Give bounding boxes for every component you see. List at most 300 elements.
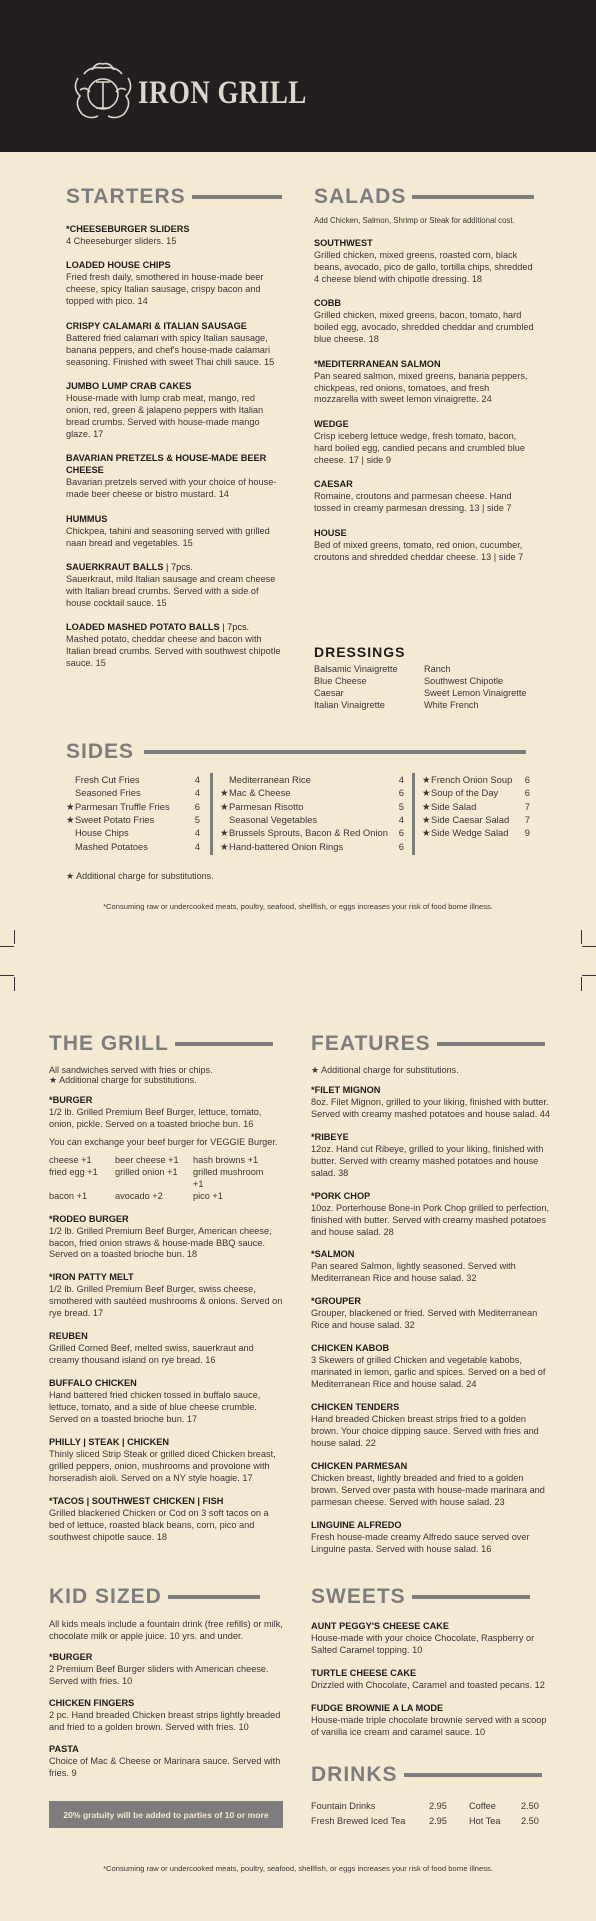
side-name: Mashed Potatoes — [75, 840, 148, 852]
side-price: 4 — [398, 774, 404, 785]
dressing-item: Balsamic Vinaigrette — [314, 664, 398, 674]
item-name-text: *CHEESEBURGER SLIDERS — [66, 224, 190, 234]
item-name-text: COBB — [314, 298, 342, 309]
menu-item — [311, 1132, 551, 1180]
side-name-wrap — [422, 813, 509, 826]
item-name — [311, 1296, 551, 1308]
side-name-wrap — [66, 773, 140, 786]
kid-heading — [49, 1585, 285, 1609]
item-name — [311, 1703, 551, 1715]
side-item — [66, 826, 200, 839]
section-title: THE GRILL — [49, 1032, 169, 1055]
item-desc: Battered fried calamari with spicy Italian sausage, banana peppers, and chef's house-made calamari seasoning. Finished with sweet Thai chili sauce. 15 — [66, 332, 275, 367]
drink-row — [311, 1799, 551, 1814]
item-name — [314, 479, 534, 491]
menu-item — [49, 1652, 285, 1688]
side-name-wrap — [66, 800, 170, 813]
sides-divider — [412, 773, 415, 855]
item-name-text: HOUSE — [314, 527, 347, 538]
salads-note: Add Chicken, Salmon, Shrimp or Steak for additional cost. — [314, 216, 515, 225]
crop-mark — [582, 975, 596, 976]
addon-item: bacon +1 — [49, 1190, 88, 1201]
drinks-list — [311, 1799, 551, 1828]
menu-item — [311, 1343, 551, 1391]
kid-note: All kids meals include a fountain drink (free refills) or milk, chocolate milk or apple juice. 10 yrs. and under. — [49, 1619, 283, 1641]
sides-heading — [66, 740, 534, 764]
side-name: Fresh Cut Fries — [75, 774, 140, 785]
gratuity-banner: 20% gratuity will be added to parties of 10 or more — [49, 1801, 283, 1828]
menu-item — [49, 1496, 285, 1544]
sweets-list — [311, 1621, 551, 1739]
item-name-text: PASTA — [49, 1743, 79, 1754]
sides-col-3 — [422, 773, 530, 840]
dressing-item: Blue Cheese — [314, 675, 367, 686]
side-price: 4 — [194, 827, 200, 839]
item-desc: Chicken breast, lightly breaded and fried to a golden brown. Served over pasta with house-made marinara and parmesan cheese. Served with house salad. 23 — [311, 1472, 545, 1507]
item-name — [66, 453, 282, 477]
item-name — [49, 1744, 285, 1756]
item-desc: House-made with your choice Chocolate, Raspberry or Salted Caramel topping. 10 — [311, 1632, 535, 1655]
item-desc: Grilled chicken, mixed greens, bacon, tomato, hard boiled egg, avocado, shredded cheddar and crumbled blue cheese. 18 — [314, 310, 534, 345]
dressings-col — [314, 664, 424, 712]
addon-item: fried egg +1 — [49, 1166, 98, 1177]
item-desc: Pan seared Salmon, lightly seasoned. Served with Mediterranean Rice and house salad. 32 — [311, 1261, 516, 1284]
food-disclaimer-bottom: *Consuming raw or undercooked meats, poultry, seafood, shellfish, or eggs increases your risk of food borne illness. — [103, 1864, 493, 1873]
salads-section — [314, 185, 534, 563]
features-heading — [311, 1032, 551, 1056]
item-desc: Grouper, blackened or fried. Served with Mediterranean Rice and house salad. 32 — [311, 1308, 538, 1331]
item-desc: Mashed potato, cheddar cheese and bacon with Italian bread crumbs. Served with southwest chipotle sauce. 15 — [66, 634, 281, 669]
item-desc: Romaine, croutons and parmesan cheese. Hand tossed in creamy parmesan dressing. 13 | side 7 — [314, 491, 512, 514]
section-title: DRINKS — [311, 1763, 398, 1786]
dressing-item: White French — [424, 699, 479, 710]
side-name-wrap — [220, 786, 291, 799]
menu-item — [66, 260, 282, 308]
addon-item: beer cheese +1 — [115, 1154, 179, 1165]
features-list — [311, 1085, 551, 1556]
star-icon: ★ — [220, 827, 229, 839]
item-name — [66, 562, 282, 574]
item-name-text: CHICKEN PARMESAN — [311, 1460, 408, 1471]
item-name — [49, 1496, 285, 1508]
item-name-text: WEDGE — [314, 418, 349, 429]
item-name-text: CHICKEN TENDERS — [311, 1402, 400, 1413]
side-name-wrap — [66, 813, 154, 826]
star-icon: ★ — [220, 787, 229, 799]
crop-mark — [581, 977, 582, 991]
item-desc: 1/2 lb. Grilled Premium Beef Burger, swiss cheese, smothered with sautéed mushrooms & onions. Served on rye bread. 17 — [49, 1284, 283, 1319]
item-name-text: LOADED HOUSE CHIPS — [66, 260, 171, 271]
item-name — [311, 1249, 551, 1261]
side-item — [422, 786, 530, 799]
item-name — [311, 1402, 551, 1414]
item-name-text: SAUERKRAUT BALLS — [66, 561, 164, 572]
features-section — [311, 1032, 551, 1556]
side-price: 4 — [398, 814, 404, 826]
menu-item — [66, 622, 282, 670]
side-name-wrap — [220, 773, 311, 786]
menu-item — [311, 1249, 551, 1285]
menu-item — [49, 1214, 285, 1262]
side-price: 7 — [524, 800, 530, 812]
burger-addons — [49, 1155, 285, 1203]
side-name: Side Caesar Salad — [431, 814, 510, 826]
item-name — [66, 321, 282, 333]
drink-price: 2.95 — [429, 1815, 447, 1826]
side-price: 6 — [398, 827, 404, 839]
star-icon: ★ — [422, 827, 431, 839]
addon-item: hash browns +1 — [193, 1154, 259, 1165]
drink-name: Fountain Drinks — [311, 1801, 376, 1811]
section-title: SWEETS — [311, 1585, 406, 1608]
menu-item — [66, 514, 282, 550]
side-name: Side Salad — [431, 800, 477, 812]
starters-list — [66, 224, 282, 670]
dressing-item: Ranch — [424, 664, 451, 674]
section-rule — [168, 1595, 260, 1599]
side-name-wrap — [422, 800, 476, 813]
item-desc: Fried fresh daily, smothered in house-made beer cheese, spicy Italian sausage, crispy bacon and topped with pico. 14 — [66, 272, 264, 307]
dressing-item: Southwest Chipotle — [424, 675, 504, 686]
dressings-col — [424, 664, 527, 712]
item-name — [66, 381, 282, 393]
item-desc: 4 Cheeseburger sliders. 15 — [66, 235, 177, 246]
item-name-text: *GROUPER — [311, 1296, 362, 1307]
dressing-item: Italian Vinaigrette — [314, 699, 385, 710]
addon-item: pico +1 — [193, 1190, 223, 1201]
item-name — [314, 359, 534, 371]
item-name: *BURGER — [49, 1095, 93, 1105]
item-desc: 2 Premium Beef Burger sliders with American cheese. Served with fries. 10 — [49, 1663, 269, 1686]
item-name-text: CHICKEN FINGERS — [49, 1697, 135, 1708]
side-item — [422, 826, 530, 839]
item-name-text: SOUTHWEST — [314, 238, 373, 248]
item-name — [66, 514, 282, 526]
sides-divider — [210, 773, 213, 855]
side-price: 5 — [398, 800, 404, 812]
side-name-wrap — [422, 773, 512, 786]
drink-row — [311, 1814, 551, 1829]
side-item — [66, 800, 200, 813]
side-name: Side Wedge Salad — [431, 827, 509, 839]
menu-item — [314, 298, 534, 346]
star-icon: ★ — [66, 814, 75, 826]
side-name-wrap — [66, 786, 141, 799]
item-name — [49, 1331, 285, 1343]
side-item — [66, 786, 200, 799]
section-title: SIDES — [66, 740, 135, 763]
star-icon: ★ — [422, 787, 431, 799]
item-desc: 12oz. Hand cut Ribeye, grilled to your liking, finished with butter. Served with creamy mashed potatoes and house salad. 38 — [311, 1143, 544, 1178]
item-name — [49, 1378, 285, 1390]
section-rule — [192, 195, 282, 199]
side-name: Mediterranean Rice — [229, 774, 311, 785]
addon-row — [49, 1167, 285, 1191]
item-name — [66, 224, 282, 236]
section-title: FEATURES — [311, 1032, 431, 1055]
drinks-heading — [311, 1763, 551, 1787]
features-note: ★ Additional charge for substitutions. — [311, 1065, 459, 1075]
side-name: Soup of the Day — [431, 787, 499, 799]
item-name — [49, 1272, 285, 1284]
sides-section — [66, 740, 534, 764]
item-name-text: *FILET MIGNON — [311, 1085, 381, 1095]
section-rule — [144, 750, 526, 754]
menu-item — [49, 1095, 285, 1131]
item-name — [66, 622, 282, 634]
menu-item — [49, 1331, 285, 1367]
item-name-text: JUMBO LUMP CRAB CAKES — [66, 381, 192, 392]
side-price: 6 — [524, 774, 530, 785]
item-name-text: *RIBEYE — [311, 1131, 349, 1142]
item-desc: 1/2 lb. Grilled Premium Beef Burger, lettuce, tomato, onion, pickle. Served on a toasted brioche bun. 16 — [49, 1106, 262, 1129]
side-price: 7 — [524, 814, 530, 826]
menu-item — [314, 419, 534, 467]
dressings-title: DRESSINGS — [314, 644, 406, 660]
item-name-text: HUMMUS — [66, 513, 108, 524]
item-desc: Grilled blackened Chicken or Cod on 3 soft tacos on a bed of lettuce, roasted black beans, corn, pico and southwest chipotle sauce. 18 — [49, 1507, 269, 1542]
item-desc: Fresh house-made creamy Alfredo sauce served over Linguine pasta. Served with house salad. 16 — [311, 1531, 530, 1554]
drink-name: Fresh Brewed Iced Tea — [311, 1815, 406, 1826]
item-desc: Choice of Mac & Cheese or Marinara sauce. Served with fries. 9 — [49, 1755, 281, 1778]
drink-price: 2.50 — [521, 1815, 539, 1826]
item-name-text: CHICKEN KABOB — [311, 1343, 390, 1354]
item-name-text: *BURGER — [49, 1651, 93, 1662]
food-disclaimer: *Consuming raw or undercooked meats, poultry, seafood, shellfish, or eggs increases your risk of food borne illness. — [103, 902, 493, 911]
side-name-wrap — [66, 826, 129, 839]
side-price: 6 — [524, 787, 530, 799]
item-name — [49, 1652, 285, 1664]
veggie-note: You can exchange your beef burger for VEGGIE Burger. — [49, 1136, 278, 1147]
item-name — [314, 238, 534, 250]
side-name-wrap — [220, 800, 304, 813]
item-desc: 10oz. Porterhouse Bone-in Pork Chop grilled to perfection, finished with butter. Served with creamy mashed potatoes and house salad. 28 — [311, 1202, 549, 1237]
menu-item — [311, 1520, 551, 1556]
menu-item — [311, 1703, 551, 1739]
brand-name: IRON GRILL — [138, 74, 307, 111]
side-item — [220, 826, 404, 839]
menu-item — [49, 1698, 285, 1734]
menu-item — [66, 321, 282, 369]
crop-mark — [14, 977, 15, 991]
item-name-text: *PORK CHOP — [311, 1190, 371, 1201]
item-portion: | 7pcs. — [163, 561, 193, 572]
menu-item — [311, 1296, 551, 1332]
item-desc: Crisp iceberg lettuce wedge, fresh tomato, bacon, hard boiled egg, candied pecans and crumbled blue cheese. 17 | side 9 — [314, 430, 525, 465]
menu-item — [314, 528, 534, 564]
side-item — [66, 813, 200, 826]
item-name-text: *SALMON — [311, 1249, 355, 1260]
side-price: 6 — [194, 800, 200, 812]
menu-item — [311, 1621, 551, 1657]
side-item — [422, 800, 530, 813]
grill-substitution-note: ★ Additional charge for substitutions. — [49, 1075, 197, 1085]
section-rule — [412, 195, 534, 199]
drink-name: Coffee — [469, 1801, 496, 1811]
addon-item: avocado +2 — [115, 1190, 163, 1201]
kid-section — [49, 1585, 285, 1779]
menu-item — [49, 1437, 285, 1485]
side-price: 6 — [398, 787, 404, 799]
star-icon: ★ — [422, 814, 431, 826]
salads-list — [314, 238, 534, 563]
menu-item — [311, 1402, 551, 1450]
side-name: Seasoned Fries — [75, 787, 141, 799]
item-desc: Chickpea, tahini and seasoning served with grilled naan bread and vegetables. 15 — [66, 525, 270, 548]
item-name — [311, 1520, 551, 1532]
side-item — [66, 773, 200, 786]
sweets-section — [311, 1585, 551, 1739]
dressings-list — [314, 664, 534, 712]
side-price: 4 — [194, 774, 200, 785]
item-name-text: LOADED MASHED POTATO BALLS — [66, 622, 220, 633]
item-name — [314, 528, 534, 540]
menu-item — [49, 1744, 285, 1780]
header-banner — [0, 0, 596, 152]
item-desc: 8oz. Filet Mignon, grilled to your liking, finished with butter. Served with creamy mashed potatoes and house salad. 44 — [311, 1096, 551, 1119]
addon-item: grilled onion +1 — [115, 1166, 178, 1177]
item-name-text: *IRON PATTY MELT — [49, 1272, 134, 1283]
section-rule — [437, 1042, 545, 1046]
item-desc: House-made with lump crab meat, mango, red onion, red, green & jalapeno peppers with Italian bread crumbs. Served with house-made mango glaze. 17 — [66, 392, 264, 439]
crop-mark — [0, 975, 14, 976]
crop-mark — [0, 946, 14, 947]
menu-item — [49, 1378, 285, 1426]
star-icon: ★ — [422, 800, 431, 812]
item-name-text: BUFFALO CHICKEN — [49, 1378, 137, 1389]
item-name-text: AUNT PEGGY'S CHEESE CAKE — [311, 1621, 449, 1631]
side-name-wrap — [220, 826, 388, 839]
item-name-text: *RODEO BURGER — [49, 1213, 129, 1224]
item-desc: 2 pc. Hand breaded Chicken breast strips lightly breaded and fried to a golden brown. Served with fries. 10 — [49, 1709, 281, 1732]
menu-item — [311, 1461, 551, 1509]
item-desc: Drizzled with Chocolate, Caramel and toasted pecans. 12 — [311, 1679, 545, 1690]
side-price: 6 — [398, 840, 404, 852]
item-desc: House-made triple chocolate brownie served with a scoop of vanilla ice cream and caramel sauce. 10 — [311, 1714, 547, 1737]
side-name-wrap — [220, 840, 343, 853]
menu-item — [311, 1668, 551, 1692]
item-desc: Bavarian pretzels served with your choice of house-made beer cheese or bistro mustard. 14 — [66, 477, 277, 500]
side-name: Hand-battered Onion Rings — [229, 840, 344, 852]
item-name — [66, 260, 282, 272]
side-name: Brussels Sprouts, Bacon & Red Onion — [229, 827, 388, 839]
side-item — [220, 800, 404, 813]
item-name — [311, 1085, 551, 1097]
item-desc: Pan seared salmon, mixed greens, banana peppers, chickpeas, red onions, tomatoes, and fresh mozzarella with sweet lemon vinaigrette. 24 — [314, 370, 528, 405]
sides-col-2 — [220, 773, 404, 853]
side-name: Parmesan Risotto — [229, 800, 304, 812]
dressing-item: Sweet Lemon Vinaigrette — [424, 687, 527, 698]
item-desc: Hand battered fried chicken tossed in buffalo sauce, lettuce, tomato, and a side of blue cheese crumble. Served on a toasted brioche bun. 17 — [49, 1390, 261, 1424]
side-item — [220, 813, 404, 826]
side-price: 5 — [194, 814, 200, 826]
dressings-section — [314, 644, 534, 712]
side-name-wrap — [66, 840, 148, 853]
grill-note: All sandwiches served with fries or chips. — [49, 1065, 213, 1075]
item-desc: Hand breaded Chicken breast strips fried to a golden brown. Your choice dipping sauce. Served with fries and house salad. 22 — [311, 1413, 539, 1448]
item-name — [311, 1461, 551, 1473]
item-name — [49, 1698, 285, 1710]
addon-item: cheese +1 — [49, 1154, 92, 1165]
menu-item — [314, 359, 534, 407]
grill-list — [49, 1214, 285, 1544]
item-portion: | 7pcs. — [219, 622, 250, 633]
side-item — [220, 773, 404, 786]
side-name-wrap — [220, 813, 317, 826]
side-name-wrap — [422, 786, 498, 799]
section-title: SALADS — [314, 185, 407, 208]
section-title: STARTERS — [66, 185, 186, 208]
menu-item — [66, 562, 282, 610]
sweets-heading — [311, 1585, 551, 1609]
side-item — [220, 840, 404, 853]
brand-logo — [70, 58, 344, 128]
side-name: Parmesan Truffle Fries — [75, 800, 170, 812]
side-price: 4 — [194, 787, 200, 799]
item-desc: Bed of mixed greens, tomato, red onion, cucumber, croutons and shredded cheddar cheese. 13 | side 7 — [314, 539, 524, 562]
item-name — [311, 1191, 551, 1203]
item-desc: Sauerkraut, mild Italian sausage and cream cheese with Italian bread crumbs. Served with a side of house cocktail sauce. 15 — [66, 573, 276, 608]
item-desc: Grilled Corned Beef, melted swiss, sauerkraut and creamy thousand island on rye bread. 16 — [49, 1343, 254, 1366]
addon-row — [49, 1155, 285, 1167]
drinks-section — [311, 1763, 551, 1828]
crop-mark — [581, 930, 582, 944]
crop-mark — [14, 930, 15, 944]
item-name — [311, 1668, 551, 1680]
side-name: House Chips — [75, 827, 129, 839]
item-name — [314, 298, 534, 310]
item-desc: 1/2 lb. Grilled Premium Beef Burger, American cheese, bacon, fried onion straws & house-made BBQ sauce. Served on a toasted brioche bun. 18 — [49, 1225, 272, 1260]
side-item — [422, 813, 530, 826]
section-rule — [412, 1595, 530, 1599]
star-icon: ★ — [220, 840, 229, 852]
side-item — [422, 773, 530, 786]
drink-price: 2.50 — [521, 1801, 539, 1811]
star-icon: ★ — [66, 800, 75, 812]
menu-item — [66, 381, 282, 441]
starters-heading — [66, 185, 282, 209]
item-name — [311, 1132, 551, 1144]
side-item — [220, 786, 404, 799]
item-name-text: *MEDITERRANEAN SALMON — [314, 358, 441, 369]
section-title: KID SIZED — [49, 1585, 162, 1608]
starters-section — [66, 185, 282, 670]
item-name-text: REUBEN — [49, 1331, 88, 1342]
item-desc: 3 Skewers of grilled Chicken and vegetable kabobs, marinated in lemon, garlic and spices. Served on a bed of Mediterranean Rice and house salad. 24 — [311, 1355, 546, 1390]
item-name — [49, 1437, 285, 1449]
item-name-text: BAVARIAN PRETZELS & HOUSE-MADE BEER CHEESE — [66, 453, 267, 476]
crest-icon — [70, 58, 136, 128]
item-name — [311, 1621, 551, 1633]
item-name-text: *TACOS | SOUTHWEST CHICKEN | FISH — [49, 1495, 224, 1506]
menu-item — [314, 479, 534, 515]
grill-heading — [49, 1032, 285, 1056]
item-name-text: CRISPY CALAMARI & ITALIAN SAUSAGE — [66, 320, 247, 331]
star-icon: ★ — [220, 800, 229, 812]
item-name — [314, 419, 534, 431]
addon-row — [49, 1191, 285, 1203]
drink-price: 2.95 — [429, 1801, 447, 1811]
menu-item — [314, 238, 534, 286]
drink-name: Hot Tea — [469, 1815, 501, 1826]
side-price: 9 — [524, 827, 530, 839]
star-icon: ★ — [422, 774, 431, 785]
substitution-note: ★ Additional charge for substitutions. — [66, 871, 214, 881]
side-name: Sweet Potato Fries — [75, 814, 155, 826]
item-desc: Thinly sliced Strip Steak or grilled diced Chicken breast, grilled peppers, onion, mushrooms and provolone with horseradish aioli. Served on a NY style hoagie. 17 — [49, 1448, 276, 1483]
item-name-text: PHILLY | STEAK | CHICKEN — [49, 1436, 170, 1447]
dressing-item: Caesar — [314, 687, 344, 698]
